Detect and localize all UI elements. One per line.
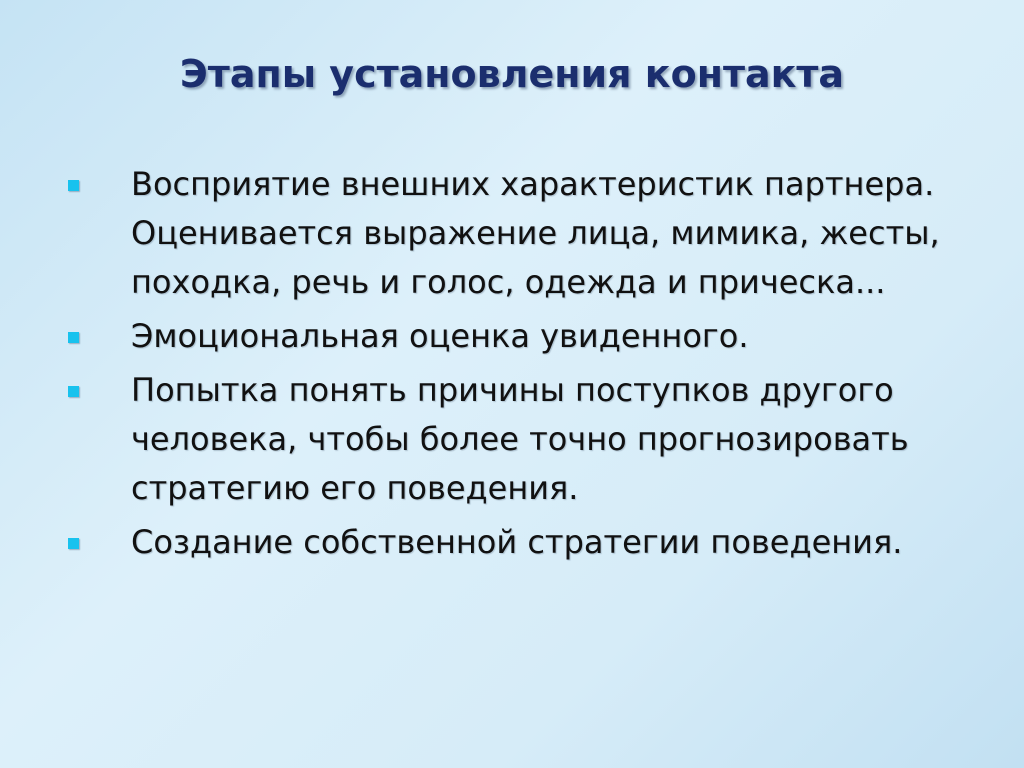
list-item xyxy=(0,160,1024,307)
list-item xyxy=(0,312,1024,361)
slide-title: Этапы установления контакта xyxy=(179,52,845,96)
bullet-text: Эмоциональная оценка увиденного. xyxy=(131,317,749,355)
square-bullet-icon xyxy=(68,386,79,397)
square-bullet-icon xyxy=(68,538,79,549)
bullet-text: Создание собственной стратегии поведения. xyxy=(131,523,903,561)
list-item xyxy=(0,366,1024,513)
square-bullet-icon xyxy=(68,332,79,343)
bullet-list xyxy=(0,160,1024,572)
bullet-text: Восприятие внешних характеристик партнера. Оценивается выражение лица, мимика, жесты, походка, речь и голос, одежда и прическа... xyxy=(131,165,940,301)
bullet-text: Попытка понять причины поступков другого человека, чтобы более точно прогнозировать стратегию его поведения. xyxy=(131,371,909,507)
list-item xyxy=(0,518,1024,567)
square-bullet-icon xyxy=(68,180,79,191)
